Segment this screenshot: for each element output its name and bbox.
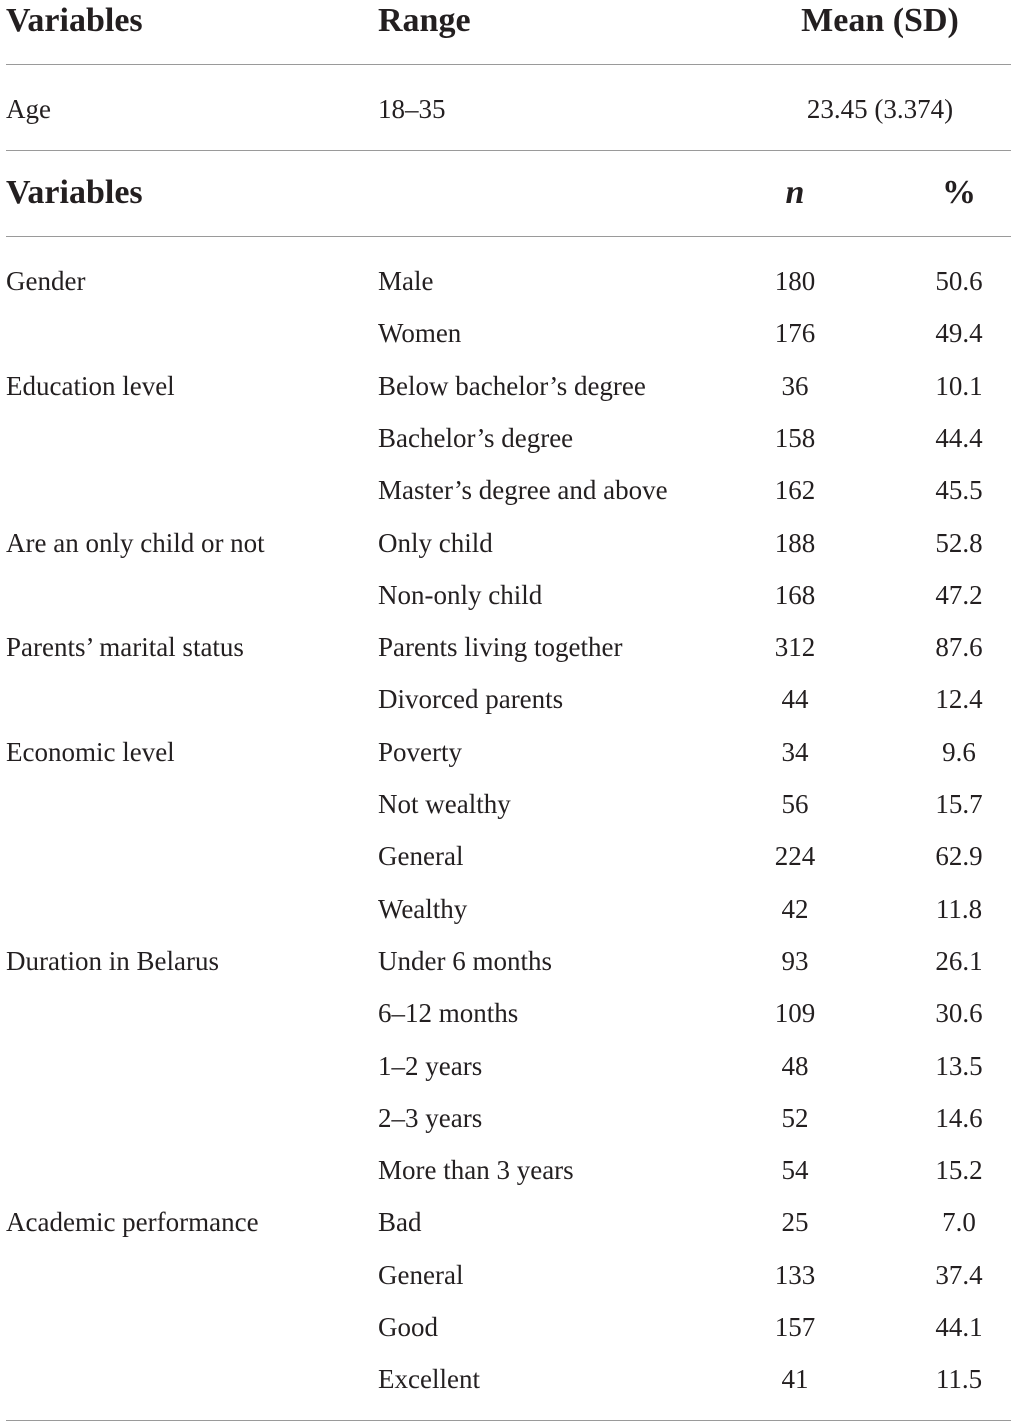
divider: [6, 150, 1011, 151]
category-label: Under 6 months: [378, 945, 552, 976]
count-value: 42: [781, 893, 809, 924]
category-label: Non-only child: [378, 579, 543, 610]
count-value: 312: [774, 632, 816, 663]
count-value: 48: [781, 1050, 809, 1081]
category-label: Parents living together: [378, 632, 623, 663]
divider: [6, 236, 1011, 237]
category-label: 2–3 years: [378, 1102, 483, 1133]
count-value: 133: [774, 1259, 816, 1290]
variable-label: Are an only child or not: [6, 527, 265, 558]
percent-value: 87.6: [935, 632, 983, 663]
category-label: More than 3 years: [378, 1155, 574, 1186]
variable-label: Academic performance: [6, 1207, 259, 1238]
category-label: Male: [378, 266, 434, 296]
count-value: 109: [774, 998, 816, 1029]
header-n: n: [785, 174, 805, 211]
category-label: General: [378, 841, 464, 872]
category-label: Master’s degree and above: [378, 475, 668, 506]
header-mean-sd: Mean (SD): [801, 2, 959, 39]
category-label: Below bachelor’s degree: [378, 370, 646, 401]
variable-label: Education level: [6, 370, 175, 401]
category-label: Good: [378, 1312, 438, 1342]
percent-value: 62.9: [935, 841, 983, 872]
header-variables: Variables: [6, 174, 143, 211]
category-label: Excellent: [378, 1364, 480, 1395]
count-value: 34: [781, 736, 809, 767]
percent-value: 12.4: [935, 684, 983, 715]
count-value: 93: [781, 945, 809, 976]
variable-label: Parents’ marital status: [6, 632, 244, 663]
percent-value: 44.4: [935, 422, 983, 453]
count-value: 180: [774, 266, 816, 296]
category-label: General: [378, 1259, 464, 1290]
percent-value: 52.8: [935, 527, 983, 558]
variable-label: Duration in Belarus: [6, 945, 219, 976]
count-value: 162: [774, 475, 816, 506]
category-label: Only child: [378, 527, 493, 558]
category-label: Bad: [378, 1207, 422, 1238]
percent-value: 49.4: [935, 318, 983, 349]
percent-value: 13.5: [935, 1050, 983, 1081]
count-value: 36: [781, 370, 809, 401]
count-value: 54: [781, 1155, 809, 1186]
count-value: 41: [781, 1364, 809, 1395]
count-value: 52: [781, 1102, 809, 1133]
percent-value: 30.6: [935, 998, 983, 1029]
variable-label: Gender: [6, 266, 86, 296]
category-label: Not wealthy: [378, 789, 511, 819]
age-range: 18–35: [378, 94, 446, 124]
percent-value: 50.6: [935, 266, 983, 296]
category-label: Bachelor’s degree: [378, 422, 574, 453]
count-value: 56: [781, 789, 809, 819]
percent-value: 15.2: [935, 1155, 983, 1186]
count-value: 44: [781, 684, 809, 715]
percent-value: 37.4: [935, 1259, 983, 1290]
percent-value: 47.2: [935, 579, 983, 610]
count-value: 188: [774, 527, 816, 558]
percent-value: 45.5: [935, 475, 983, 506]
category-label: 1–2 years: [378, 1050, 483, 1081]
count-value: 25: [781, 1207, 809, 1238]
divider: [6, 64, 1011, 65]
header-range: Range: [378, 2, 471, 39]
category-label: Wealthy: [378, 893, 468, 924]
age-mean-sd: 23.45 (3.374): [806, 94, 954, 124]
category-label: Divorced parents: [378, 684, 564, 715]
variable-label: Economic level: [6, 736, 175, 767]
count-value: 224: [774, 841, 816, 872]
category-label: Women: [378, 318, 462, 349]
age-label: Age: [6, 94, 51, 124]
percent-value: 11.8: [935, 893, 983, 924]
percent-value: 26.1: [935, 945, 983, 976]
percent-value: 44.1: [935, 1312, 983, 1342]
category-label: Poverty: [378, 736, 462, 767]
count-value: 158: [774, 422, 816, 453]
count-value: 157: [774, 1312, 816, 1342]
count-value: 176: [774, 318, 816, 349]
header-percent: %: [942, 174, 976, 211]
percent-value: 9.6: [942, 736, 976, 767]
percent-value: 10.1: [935, 370, 983, 401]
count-value: 168: [774, 579, 816, 610]
percent-value: 11.5: [935, 1364, 983, 1395]
percent-value: 14.6: [935, 1102, 983, 1133]
header-variables: Variables: [6, 2, 143, 39]
percent-value: 15.7: [935, 789, 983, 819]
divider: [6, 1420, 1011, 1421]
category-label: 6–12 months: [378, 998, 519, 1029]
percent-value: 7.0: [942, 1207, 976, 1238]
